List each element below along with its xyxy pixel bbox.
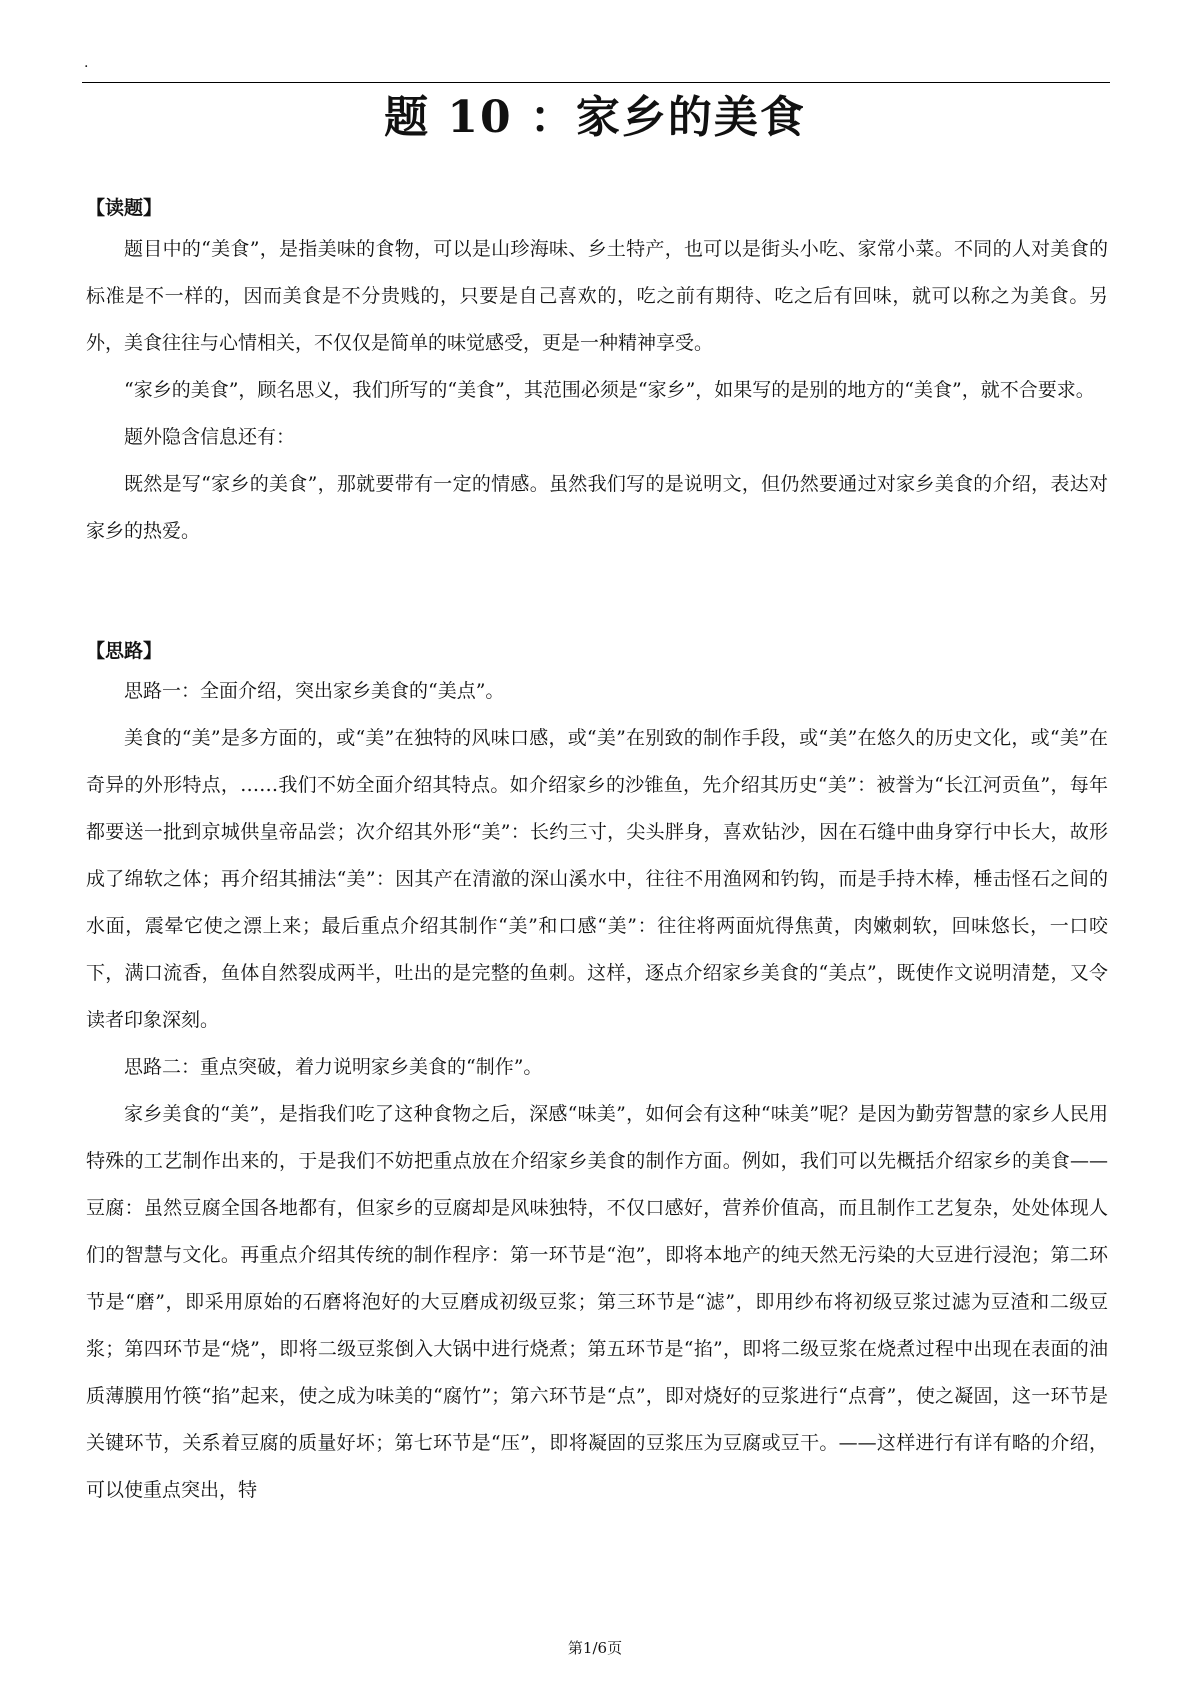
page-number: 第1/6页 [567,1639,623,1657]
page-title: 题 10 ：家乡的美食 [384,92,806,143]
header-mark: . [84,55,89,71]
paragraph: 思路一：全面介绍，突出家乡美食的“美点”。 [124,680,505,702]
section-heading-read: 【读题】 [86,197,163,219]
section-body-read [86,226,1108,555]
paragraph: 题目中的“美食”，是指美味的食物，可以是山珍海味、乡土特产，也可以是街头小吃、家常小菜。不同的人对美食的标准是不一样的，因而美食是不分贵贱的，只要是自己喜欢的，吃之前有期待、吃之后有回味，就可以称之为美食。另外，美食往往与心情相关，不仅仅是简单的味觉感受，更是一种精神享受。 [86,238,1108,354]
paragraph: 题外隐含信息还有： [124,426,296,448]
paragraph: 思路二：重点突破，着力说明家乡美食的“制作”。 [124,1056,543,1078]
section-heading-ideas: 【思路】 [86,640,163,662]
paragraph: 既然是写“家乡的美食”，那就要带有一定的情感。虽然我们写的是说明文，但仍然要通过对家乡美食的介绍，表达对家乡的热爱。 [86,473,1108,542]
paragraph: 美食的“美”是多方面的，或“美”在独特的风味口感，或“美”在别致的制作手段，或“美”在悠久的历史文化，或“美”在奇异的外形特点，……我们不妨全面介绍其特点。如介绍家乡的沙锥鱼，先介绍其历史“美”：被誉为“长江河贡鱼”，每年都要送一批到京城供皇帝品尝；次介绍其外形“美”：长约三寸，尖头胖身，喜欢钻沙，因在石缝中曲身穿行中长大，故形成了绵软之体；再介绍其捕法“美”：因其产在清澈的深山溪水中，往往不用渔网和钓钩，而是手持木棒，棰击怪石之间的水面，震晕它使之漂上来；最后重点介绍其制作“美”和口感“美”：往往将两面炕得焦黄，肉嫩刺软，回味悠长，一口咬下，满口流香，鱼体自然裂成两半，吐出的是完整的鱼刺。这样，逐点介绍家乡美食的“美点”，既使作文说明清楚，又令读者印象深刻。 [86,727,1108,1031]
paragraph: 家乡美食的“美”，是指我们吃了这种食物之后，深感“味美”，如何会有这种“味美”呢？是因为勤劳智慧的家乡人民用特殊的工艺制作出来的，于是我们不妨把重点放在介绍家乡美食的制作方面。例如，我们可以先概括介绍家乡的美食——豆腐：虽然豆腐全国各地都有，但家乡的豆腐却是风味独特，不仅口感好，营养价值高，而且制作工艺复杂，处处体现人们的智慧与文化。再重点介绍其传统的制作程序：第一环节是“泡”，即将本地产的纯天然无污染的大豆进行浸泡；第二环节是“磨”，即采用原始的石磨将泡好的大豆磨成初级豆浆；第三环节是“滤”，即用纱布将初级豆浆过滤为豆渣和二级豆浆；第四环节是“烧”，即将二级豆浆倒入大锅中进行烧煮；第五环节是“掐”，即将二级豆浆在烧煮过程中出现在表面的油质薄膜用竹筷“掐”起来，使之成为味美的“腐竹”；第六环节是“点”，即对烧好的豆浆进行“点膏”，使之凝固，这一环节是关键环节，关系着豆腐的质量好坏；第七环节是“压”，即将凝固的豆浆压为豆腐或豆干。——这样进行有详有略的介绍，可以使重点突出，特 [86,1103,1108,1501]
section-body-ideas [86,668,1108,1514]
header-rule [82,82,1110,83]
paragraph: “家乡的美食”，顾名思义，我们所写的“美食”，其范围必须是“家乡”，如果写的是别的地方的“美食”，就不合要求。 [124,379,1095,401]
